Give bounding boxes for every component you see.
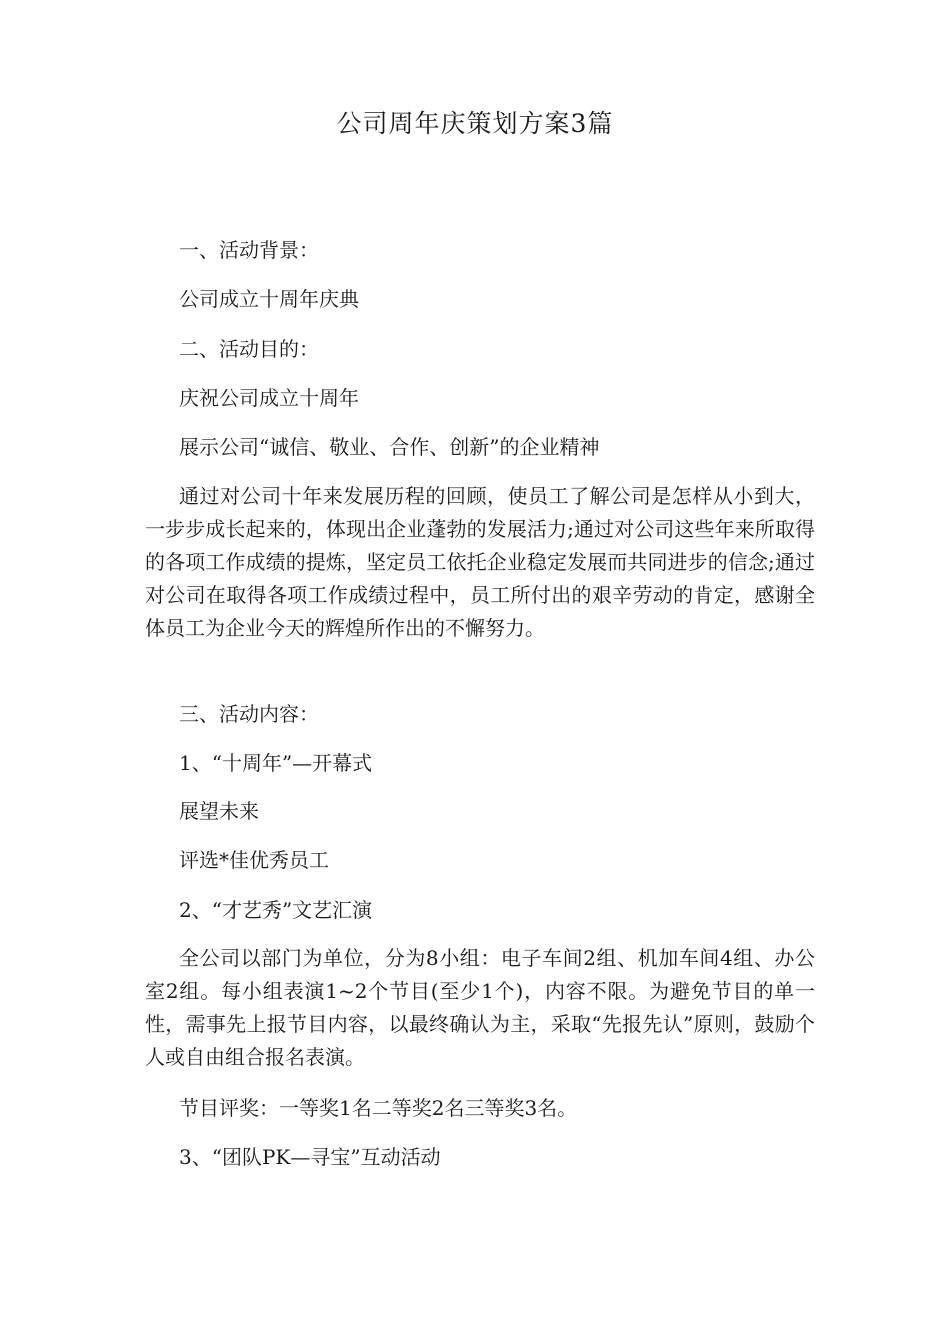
document-title: 公司周年庆策划方案3篇 — [336, 109, 614, 138]
background-text: 公司成立十周年庆典 — [179, 287, 359, 311]
section-heading-background: 一、活动背景： — [179, 238, 319, 262]
purpose-paragraph: 通过对公司十年来发展历程的回顾，使员工了解公司是怎样从小到大，一步步成长起来的，体现出企业蓬勃的发展活力;通过对公司这些年来所取得的各项工作成绩的提炼，坚定员工依托企业稳定发展而共同进步的信念;通过对公司在取得各项工作成绩过程中，员工所付出的艰辛劳动的肯定，感谢全体员工为企业今天的辉煌所作出的不懈努力。 — [145, 484, 815, 640]
item-1-line-2: 评选*佳优秀员工 — [179, 848, 329, 872]
section-heading-purpose: 二、活动目的： — [179, 337, 319, 361]
item-3-heading: 3、“团队PK—寻宝”互动活动 — [179, 1145, 441, 1169]
item-2-awards: 节目评奖：一等奖1名二等奖2名三等奖3名。 — [179, 1096, 578, 1120]
item-2-heading: 2、“才艺秀”文艺汇演 — [179, 898, 373, 922]
item-1-heading: 1、“十周年”—开幕式 — [179, 751, 373, 775]
purpose-line-1: 庆祝公司成立十周年 — [179, 386, 359, 410]
purpose-line-2: 展示公司“诚信、敬业、合作、创新”的企业精神 — [179, 435, 600, 459]
item-2-paragraph: 全公司以部门为单位，分为8小组：电子车间2组、机加车间4组、办公室2组。每小组表演1~2个节目(至少1个)，内容不限。为避免节目的单一性，需事先上报节目内容，以最终确认为主，采取“先报先认”原则，鼓励个人或自由组合报名表演。 — [145, 946, 815, 1069]
section-heading-content: 三、活动内容： — [179, 702, 319, 726]
item-1-line-1: 展望未来 — [179, 799, 259, 823]
